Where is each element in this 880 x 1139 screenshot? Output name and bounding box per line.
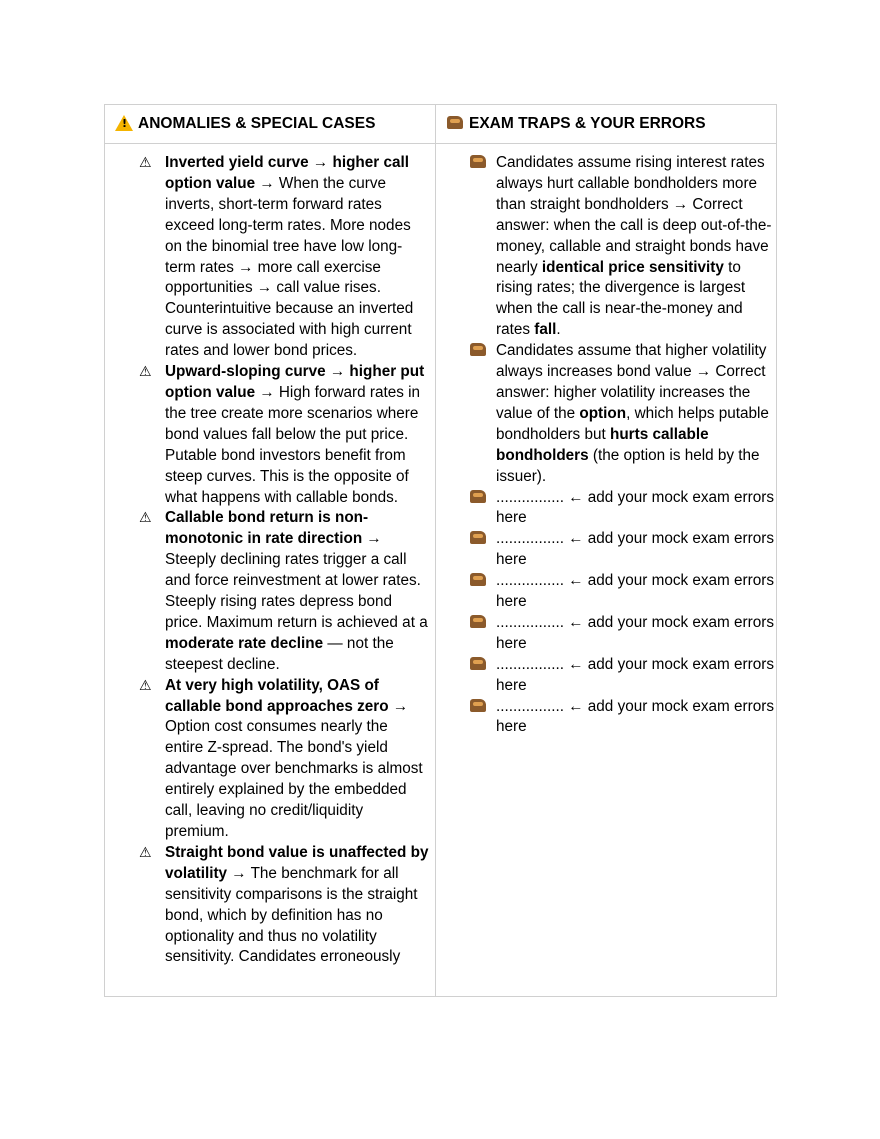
anomaly-item — [139, 508, 429, 675]
warning-icon: ⚠ — [139, 364, 152, 381]
warning-icon: ⚠ — [139, 155, 152, 171]
trap-item — [470, 153, 775, 341]
placeholder-text: ................ ← add your mock exam errors here — [496, 697, 774, 736]
header-divider — [105, 143, 776, 144]
anomaly-item — [139, 843, 429, 968]
trap-icon — [470, 153, 490, 174]
anomalies-list — [139, 153, 429, 968]
trap-text: to rising rates; the divergence is largest when the call is near-the-money and rates — [496, 258, 746, 339]
placeholder-text: ................ ← add your mock exam errors here — [496, 613, 774, 652]
anomaly-body: → High forward rates in the tree create more scenarios where bond values fall below the put price. Putable bond investors benefit from steep curves. This is the opposite of what happens with callable bonds. — [165, 383, 421, 506]
traps-header — [445, 105, 706, 143]
warning-icon: ⚠ — [139, 844, 152, 861]
placeholder-item — [470, 529, 775, 571]
trap-icon — [470, 697, 490, 718]
placeholder-text: ................ ← add your mock exam errors here — [496, 655, 774, 694]
warning-icon: ⚠ — [139, 510, 152, 527]
trap-emphasis: hurts callable bondholders — [496, 425, 709, 464]
trap-emphasis: identical price sensitivity — [541, 258, 724, 276]
anomaly-body: → When the curve inverts, short-term forward rates exceed long-term rates. More nodes on the binomial tree have low long-term rates → more call exercise opportunities → call value rises. Counterintuitive because an inverted curve is associated with high current rates and lower bond prices. — [165, 174, 414, 360]
placeholder-item — [470, 488, 775, 530]
anomaly-lead: Straight bond value is unaffected by volatility — [165, 843, 429, 882]
traps-header-label: EXAM TRAPS & YOUR ERRORS — [469, 115, 706, 132]
placeholder-text: ................ ← add your mock exam errors here — [496, 530, 774, 569]
anomaly-body-end: — not the steepest decline. — [165, 634, 394, 673]
notes-table — [104, 104, 777, 997]
anomalies-header-label: ANOMALIES & SPECIAL CASES — [138, 115, 376, 132]
trap-icon — [470, 613, 490, 634]
placeholder-item — [470, 613, 775, 655]
anomaly-lead: At very high volatility, OAS of callable bond approaches zero → — [165, 676, 409, 715]
trap-text: (the option is held by the issuer). — [496, 446, 760, 485]
anomaly-emphasis: moderate rate decline — [165, 634, 324, 652]
anomaly-item — [139, 676, 429, 843]
anomalies-header — [114, 105, 375, 143]
placeholder-text: ................ ← add your mock exam errors here — [496, 572, 774, 611]
anomaly-body: Steeply declining rates trigger a call and force reinvestment at lower rates. Steeply rising rates depress bond price. Maximum return is achieved at a — [165, 551, 428, 631]
trap-text: Candidates assume rising interest rates always hurt callable bondholders more than straight bondholders → Correct answer: when the call is deep out-of-the-money, callable and straight bonds have nearly — [496, 154, 772, 276]
placeholder-item — [470, 697, 775, 739]
trap-icon — [470, 529, 490, 550]
trap-item — [470, 341, 775, 487]
trap-icon — [470, 571, 490, 592]
placeholder-item — [470, 571, 775, 613]
warning-icon — [114, 115, 134, 134]
trap-icon — [445, 115, 465, 133]
anomaly-lead: Callable bond return is non-monotonic in rate direction → — [165, 509, 382, 548]
trap-text: , which helps putable bondholders but — [496, 404, 769, 443]
anomaly-body: Option cost consumes nearly the entire Z-spread. The bond's yield advantage over benchmarks is almost entirely explained by the embedded call, leaving no credit/liquidity premium. — [165, 718, 423, 840]
placeholder-text: ................ ← add your mock exam errors here — [496, 488, 774, 527]
anomaly-lead: Inverted yield curve → higher call option value — [165, 154, 409, 192]
trap-emphasis: option — [579, 404, 627, 422]
anomaly-lead: Upward-sloping curve → higher put option value — [165, 363, 425, 401]
trap-icon — [470, 488, 490, 509]
trap-emphasis: fall — [534, 321, 557, 339]
anomaly-item — [139, 362, 429, 508]
placeholder-item — [470, 655, 775, 697]
column-divider — [435, 105, 436, 996]
trap-text: Candidates assume that higher volatility always increases bond value → Correct answer: higher volatility increases the value of the — [496, 342, 767, 422]
anomaly-item — [139, 153, 429, 362]
warning-icon: ⚠ — [139, 677, 152, 694]
trap-icon — [470, 341, 490, 362]
trap-text: . — [556, 321, 561, 339]
trap-icon — [470, 655, 490, 676]
traps-list — [470, 153, 775, 738]
anomaly-body: → The benchmark for all sensitivity comparisons is the straight bond, which by definition has no optionality and thus no volatility sensitivity. Candidates erroneously — [165, 864, 418, 966]
